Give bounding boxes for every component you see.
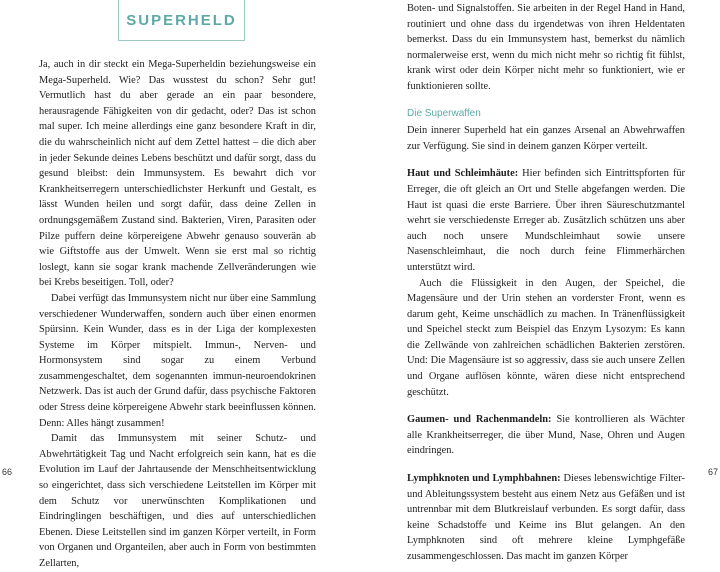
chapter-heading-box <box>118 0 245 41</box>
definition-paragraph <box>407 471 685 565</box>
right-text-column <box>407 1 685 565</box>
definition-term: Haut und Schleimhäute: <box>407 168 519 180</box>
definition-paragraph <box>407 166 685 275</box>
paragraph: Dabei verfügt das Immunsystem nicht nur über eine Sammlung verschiedener Wunderwaffen, sondern auch über einen enormen Spürsinn. Kein Wunder, dass es in der Liga der komplexesten Systeme im Körper mitspielt. Immun-, Nerven- und Hormonsystem sind sogar zu einem Verbund zusammengeschaltet, dem sogenannten immun-neuroendokrinen Netzwerk. Das ist auch der Grund dafür, dass psychische Faktoren oder Stress deine körpereigene Abwehr stark beeinflussen können. Denn: Alles hängt zusammen! <box>39 292 316 429</box>
page-number-right: 67 <box>707 467 718 477</box>
definition-term: Gaumen- und Rachenmandeln: <box>407 414 552 426</box>
subheading: Die Superwaffen <box>407 107 481 119</box>
paragraph: Boten- und Signalstoffen. Sie arbeiten in der Regel Hand in Hand, routiniert und ohne dass du irgendetwas von ihren Heldentaten bemerkst. Dass du ein Immunsystem hast, bemerkst du nämlich normalerweise erst, wenn du mich nicht mehr so richtig fit fühlst, krank wirst oder dein Körper nicht mehr so funktioniert, wie er funktionieren sollte. <box>407 3 685 92</box>
page-number-left: 66 <box>2 467 13 477</box>
definition-text: Hier befinden sich Eintrittspforten für Erreger, die oft gleich an Ort und Stelle abgefangen werden. Die Haut ist quasi die erste Barriere. Über ihren Säureschutzmantel wehrt sie verschiedenste Erreger ab. Zusätzlich schützen uns aber auch noch unsere Mundschleimhaut sowie unsere Nasenschleimhaut, die noch durch feine Flimmerhärchen unterstützt wird. <box>407 168 685 273</box>
paragraph: Ja, auch in dir steckt ein Mega-Superheldin beziehungsweise ein Mega-Superheld. Wie? Das wusstest du schon? Sehr gut! Vermutlich hast du aber gerade an ein paar besondere, herausragende Fähigkeiten von dir gedacht, oder? Das ist schon mal super. Ich meine allerdings eine ganz besondere Kraft in dir, die du wahrscheinlich nicht auf dem Zettel hattest – die dich aber in jeder Sekunde deines Lebens beschützt und dafür sorgt, dass du gesund bleibst: dein Immunsystem. Es bewahrt dich vor Krankheitserregern unterschiedlichster Herkunft und Gestalt, es lässt Wunden heilen und sorgt dafür, dass deine Zellen in ordnungsgemäßem Zustand sind. Bakterien, Viren, Parasiten oder Pilze puffern deine körpereigene Abwehr genauso souverän ab wie Giftstoffe aus der Umwelt. Wenn sie erst mal so richtig loslegt, kann sie sogar krank machende Zellveränderungen wie bei Krebs beseitigen. Toll, oder? <box>39 59 316 289</box>
definition-text: Dieses lebenswichtige Filter- und Ableitungssystem besteht aus einem Netz aus Gefäßen und ist untrennbar mit dem Blutkreislauf verbunden. Es sorgt dafür, dass keine Schadstoffe und Keime ins Blut gelangen. An den Lymphknoten sind oft mehrere kleine Lymphgefäße zusammengeschlossen. Das macht im ganzen Körper <box>407 473 685 562</box>
paragraph: Dein innerer Superheld hat ein ganzes Arsenal an Abwehrwaffen zur Verfügung. Sie sind in deinem ganzen Körper verteilt. <box>407 125 685 152</box>
right-page <box>360 0 720 562</box>
chapter-heading: SUPERHELD <box>126 11 237 29</box>
paragraph: Damit das Immunsystem mit seiner Schutz- und Abwehrtätigkeit Tag und Nacht erfolgreich sein kann, hat es die Evolution im Lauf der Jahrtausende der Menschheitsentwicklung so eingerichtet, dass sich verschiedene Leitstellen im Körper mit dem Schutz vor unerwünschten Komplikationen und Eindringlingen beschäftigen, und dies auf unterschiedlichen Ebenen. Diese Leitstellen sind im ganzen Körper verteilt, in Form von Organen und Organteilen, aber auch in Form von bestimmten Zellarten, <box>39 433 316 569</box>
definition-text: Sie kontrollieren als Wächter alle Krankheitserreger, die über Mund, Nase, Ohren und Augen eindringen. <box>407 414 685 457</box>
definition-term: Lymphknoten und Lymphbahnen: <box>407 473 561 485</box>
left-text-column <box>39 57 316 572</box>
definition-paragraph <box>407 412 685 459</box>
left-page <box>0 0 360 569</box>
paragraph: Auch die Flüssigkeit in den Augen, der Speichel, die Magensäure und der Urin stehen an vorderster Front, wenn es darum geht, Keime unschädlich zu machen. In Tränenflüssigkeit und Speichel steckt zum Beispiel das Enzym Lysozym: Es kann die Zellwände von zahlreichen schädlichen Bakterien zerstören. Und: Die Magensäure ist so aggressiv, dass sie auch unsere Zellen und Organe auflösen könnte, wären diese nicht entsprechend geschützt. <box>407 277 685 398</box>
